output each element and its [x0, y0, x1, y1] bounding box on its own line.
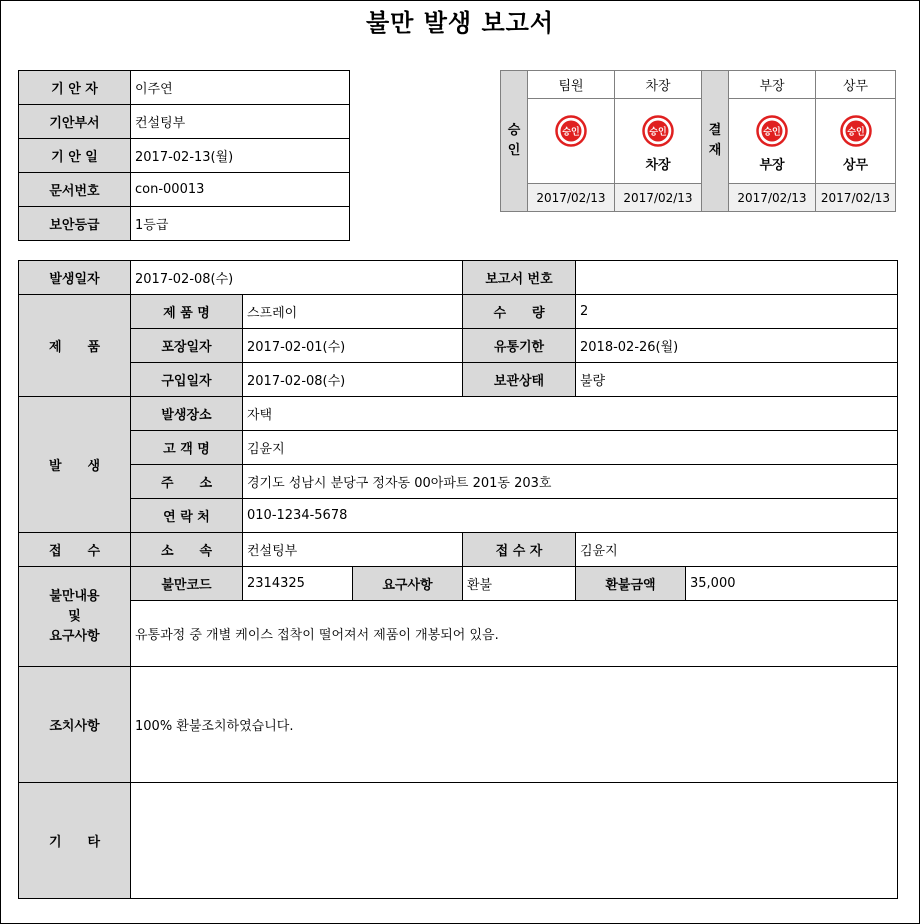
quantity-label: 수 량 — [463, 295, 576, 329]
table-row — [19, 173, 350, 207]
table-row — [19, 567, 898, 601]
drafter-label: 기 안 자 — [19, 71, 131, 105]
table-row — [19, 533, 898, 567]
occurrence-section-label: 발 생 — [19, 397, 131, 533]
table-row — [19, 295, 898, 329]
refund-value: 35,000 — [686, 567, 898, 601]
etc-label: 기 타 — [19, 783, 131, 899]
product-name-value: 스프레이 — [243, 295, 463, 329]
approval-table — [500, 70, 896, 212]
stamp-text: 승인 — [562, 127, 580, 138]
contact-label: 연 락 처 — [131, 499, 243, 533]
complaint-content: 유통과정 중 개별 케이스 접착이 떨어져서 제품이 개봉되어 있음. — [131, 601, 898, 667]
approval-date: 2017/02/13 — [816, 184, 896, 212]
doc-number-label: 문서번호 — [19, 173, 131, 207]
department-label: 기안부서 — [19, 105, 131, 139]
table-row — [19, 105, 350, 139]
receiver-value: 김윤지 — [576, 533, 898, 567]
approval-stamp-icon — [840, 115, 872, 147]
signer-name: 부장 — [759, 158, 785, 173]
approval-group-text: 승인 — [507, 123, 521, 158]
pack-date-label: 포장일자 — [131, 329, 243, 363]
drafter-info-table — [18, 70, 350, 241]
payment-group-label — [702, 71, 729, 212]
request-value: 환불 — [463, 567, 576, 601]
approval-date: 2017/02/13 — [729, 184, 816, 212]
quantity-value: 2 — [576, 295, 898, 329]
stamp-text: 승인 — [846, 127, 865, 138]
table-row — [19, 601, 898, 667]
approval-stamp-icon — [756, 115, 788, 147]
stamp-text: 승인 — [763, 127, 781, 138]
occur-date-label: 발생일자 — [19, 261, 131, 295]
table-row — [19, 207, 350, 241]
purchase-date-label: 구입일자 — [131, 363, 243, 397]
table-row — [19, 363, 898, 397]
approval-group-label — [501, 71, 528, 212]
table-row — [19, 465, 898, 499]
report-number-label: 보고서 번호 — [463, 261, 576, 295]
table-row — [19, 431, 898, 465]
role-team-member: 팀원 — [528, 71, 615, 99]
approval-date: 2017/02/13 — [615, 184, 702, 212]
role-director: 상무 — [816, 71, 896, 99]
reception-section-label: 접 수 — [19, 533, 131, 567]
draft-date-label: 기 안 일 — [19, 139, 131, 173]
security-level-label: 보안등급 — [19, 207, 131, 241]
doc-number-value: con-00013 — [131, 173, 350, 207]
table-row — [19, 329, 898, 363]
security-level-value: 1등급 — [131, 207, 350, 241]
signature-cell — [816, 99, 896, 184]
table-row — [19, 499, 898, 533]
refund-label: 환불금액 — [576, 567, 686, 601]
table-row — [19, 261, 898, 295]
table-row — [19, 139, 350, 173]
etc-value — [131, 783, 898, 899]
action-label: 조치사항 — [19, 667, 131, 783]
table-row — [19, 397, 898, 431]
dept-label: 소 속 — [131, 533, 243, 567]
product-section-label: 제 품 — [19, 295, 131, 397]
place-value: 자택 — [243, 397, 898, 431]
address-label: 주 소 — [131, 465, 243, 499]
signature-cell — [729, 99, 816, 184]
action-value: 100% 환불조치하였습니다. — [131, 667, 898, 783]
complaint-section-label — [19, 567, 131, 667]
complaint-label-line: 및 — [68, 608, 81, 624]
complaint-code-label: 불만코드 — [131, 567, 243, 601]
contact-value: 010-1234-5678 — [243, 499, 898, 533]
complaint-label-line: 요구사항 — [49, 628, 100, 644]
table-row — [19, 71, 350, 105]
expiry-value: 2018-02-26(월) — [576, 329, 898, 363]
signer-name — [528, 154, 614, 170]
role-manager: 부장 — [729, 71, 816, 99]
customer-value: 김윤지 — [243, 431, 898, 465]
request-label: 요구사항 — [353, 567, 463, 601]
pack-date-value: 2017-02-01(수) — [243, 329, 463, 363]
signer-name: 상무 — [842, 158, 869, 173]
table-row — [19, 783, 898, 899]
payment-group-text: 결재 — [708, 123, 722, 158]
report-number-value — [576, 261, 898, 295]
signer-name: 차장 — [645, 158, 671, 173]
report-table — [18, 260, 898, 899]
storage-label: 보관상태 — [463, 363, 576, 397]
address-value: 경기도 성남시 분당구 정자동 00아파트 201동 203호 — [243, 465, 898, 499]
drafter-value: 이주연 — [131, 71, 350, 105]
approval-date: 2017/02/13 — [528, 184, 615, 212]
approval-stamp-icon — [642, 115, 674, 147]
occur-date-value: 2017-02-08(수) — [131, 261, 463, 295]
stamp-text: 승인 — [649, 127, 667, 138]
page-title: 불만 발생 보고서 — [366, 9, 554, 37]
draft-date-value: 2017-02-13(월) — [131, 139, 350, 173]
signature-cell — [528, 99, 615, 184]
role-deputy-manager: 차장 — [615, 71, 702, 99]
complaint-label-line: 불만내용 — [49, 588, 100, 604]
department-value: 컨설팅부 — [131, 105, 350, 139]
customer-label: 고 객 명 — [131, 431, 243, 465]
purchase-date-value: 2017-02-08(수) — [243, 363, 463, 397]
dept-value: 컨설팅부 — [243, 533, 463, 567]
receiver-label: 접 수 자 — [463, 533, 576, 567]
storage-value: 불량 — [576, 363, 898, 397]
table-row — [19, 667, 898, 783]
signature-cell — [615, 99, 702, 184]
expiry-label: 유통기한 — [463, 329, 576, 363]
product-name-label: 제 품 명 — [131, 295, 243, 329]
place-label: 발생장소 — [131, 397, 243, 431]
approval-stamp-icon — [555, 115, 587, 147]
complaint-code-value: 2314325 — [243, 567, 353, 601]
